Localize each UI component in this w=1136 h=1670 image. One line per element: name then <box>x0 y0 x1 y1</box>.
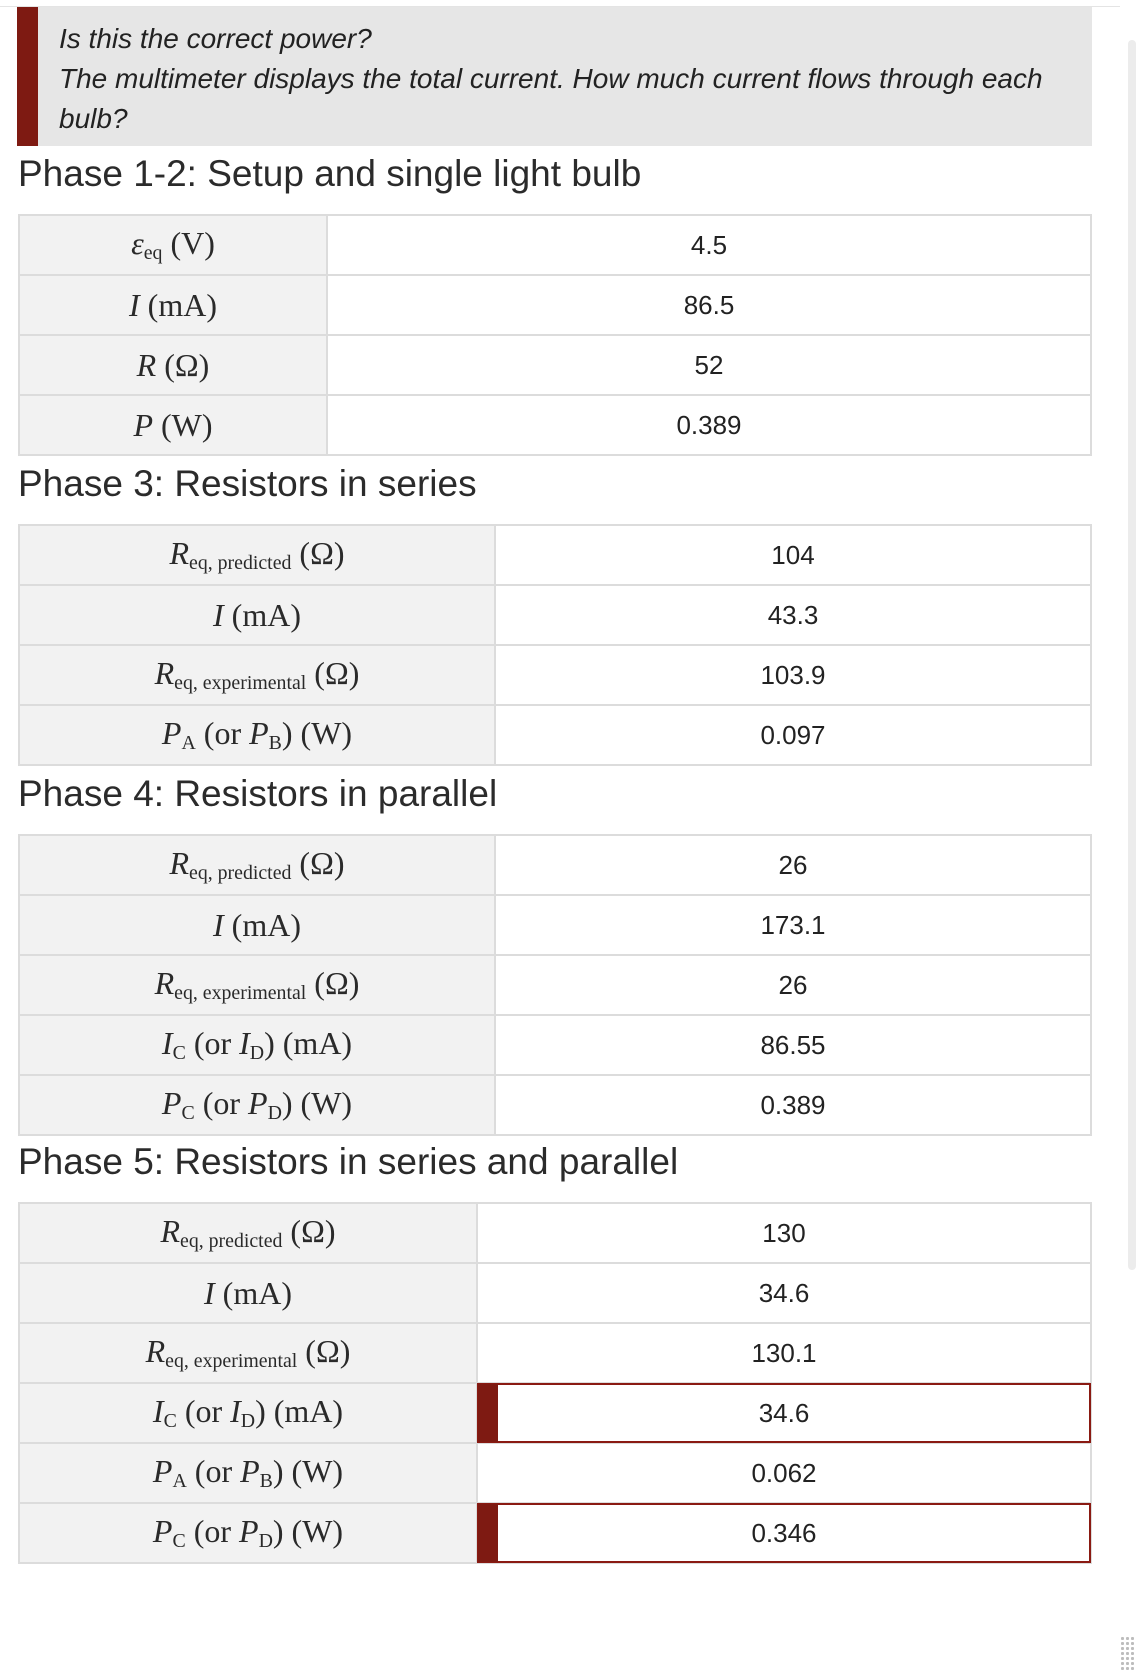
resize-grip-icon[interactable] <box>1120 1636 1136 1670</box>
value-cell[interactable]: 104 <box>495 525 1091 585</box>
table-row <box>19 525 1091 585</box>
phase3-title: Phase 3: Resistors in series <box>18 463 477 504</box>
value-cell[interactable]: 130.1 <box>477 1323 1091 1383</box>
row-label: $P_A$ (or $P_B$) (W) <box>19 705 495 765</box>
table-row <box>19 335 1091 395</box>
value-cell[interactable]: 0.062 <box>477 1443 1091 1503</box>
row-label: $\varepsilon_{eq}$ (V) <box>19 215 327 275</box>
value-cell[interactable]: 26 <box>495 835 1091 895</box>
row-label: $R_{eq, experimental}$ (Ω) <box>19 645 495 705</box>
row-label: $R_{eq, experimental}$ (Ω) <box>19 1323 477 1383</box>
row-label: R (Ω) <box>19 335 327 395</box>
value-cell[interactable]: 0.389 <box>495 1075 1091 1135</box>
table-row <box>19 1203 1091 1263</box>
value-cell[interactable]: 103.9 <box>495 645 1091 705</box>
row-label: I (mA) <box>19 585 495 645</box>
phase5-table <box>18 1202 1092 1564</box>
row-label: $R_{eq, experimental}$ (Ω) <box>19 955 495 1015</box>
table-row <box>19 1443 1091 1503</box>
value-cell[interactable]: 43.3 <box>495 585 1091 645</box>
phase4-title: Phase 4: Resistors in parallel <box>18 773 498 814</box>
value-cell[interactable]: 130 <box>477 1203 1091 1263</box>
table-row <box>19 1263 1091 1323</box>
phase3-table <box>18 524 1092 766</box>
phase5-title: Phase 5: Resistors in series and parallel <box>18 1141 679 1182</box>
row-label: $R_{eq, predicted}$ (Ω) <box>19 525 495 585</box>
row-label: P (W) <box>19 395 327 455</box>
table-row <box>19 585 1091 645</box>
row-label: $I_C$ (or $I_D$) (mA) <box>19 1015 495 1075</box>
phase12-table <box>18 214 1092 456</box>
table-row <box>19 1383 1091 1443</box>
table-row <box>19 275 1091 335</box>
table-row <box>19 1075 1091 1135</box>
row-label: $P_C$ (or $P_D$) (W) <box>19 1503 477 1563</box>
phase12-title: Phase 1-2: Setup and single light bulb <box>18 153 642 194</box>
value-cell-flagged[interactable]: 34.6 <box>477 1383 1091 1443</box>
row-label: $P_C$ (or $P_D$) (W) <box>19 1075 495 1135</box>
value-cell[interactable]: 173.1 <box>495 895 1091 955</box>
row-label: $P_A$ (or $P_B$) (W) <box>19 1443 477 1503</box>
value-cell-flagged[interactable]: 0.346 <box>477 1503 1091 1563</box>
table-row <box>19 1503 1091 1563</box>
feedback-box <box>17 7 1092 146</box>
table-row <box>19 895 1091 955</box>
table-row <box>19 395 1091 455</box>
value-cell[interactable]: 0.389 <box>327 395 1091 455</box>
table-row <box>19 1323 1091 1383</box>
feedback-line-1: Is this the correct power? <box>59 23 372 54</box>
row-label: I (mA) <box>19 275 327 335</box>
value-cell[interactable]: 52 <box>327 335 1091 395</box>
table-row <box>19 645 1091 705</box>
row-label: $R_{eq, predicted}$ (Ω) <box>19 835 495 895</box>
feedback-accent-bar <box>17 7 38 146</box>
table-row <box>19 835 1091 895</box>
value-cell[interactable]: 86.55 <box>495 1015 1091 1075</box>
value-cell[interactable]: 34.6 <box>477 1263 1091 1323</box>
top-divider <box>0 0 1120 7</box>
table-row <box>19 705 1091 765</box>
scrollbar-thumb[interactable] <box>1128 40 1136 1270</box>
value-cell[interactable]: 86.5 <box>327 275 1091 335</box>
value-cell[interactable]: 4.5 <box>327 215 1091 275</box>
phase4-table <box>18 834 1092 1136</box>
value-cell[interactable]: 26 <box>495 955 1091 1015</box>
row-label: $I_C$ (or $I_D$) (mA) <box>19 1383 477 1443</box>
row-label: $R_{eq, predicted}$ (Ω) <box>19 1203 477 1263</box>
table-row <box>19 215 1091 275</box>
row-label: I (mA) <box>19 1263 477 1323</box>
table-row <box>19 955 1091 1015</box>
row-label: I (mA) <box>19 895 495 955</box>
feedback-line-2: The multimeter displays the total current. How much current flows through each bulb? <box>59 63 1043 134</box>
table-row <box>19 1015 1091 1075</box>
value-cell[interactable]: 0.097 <box>495 705 1091 765</box>
